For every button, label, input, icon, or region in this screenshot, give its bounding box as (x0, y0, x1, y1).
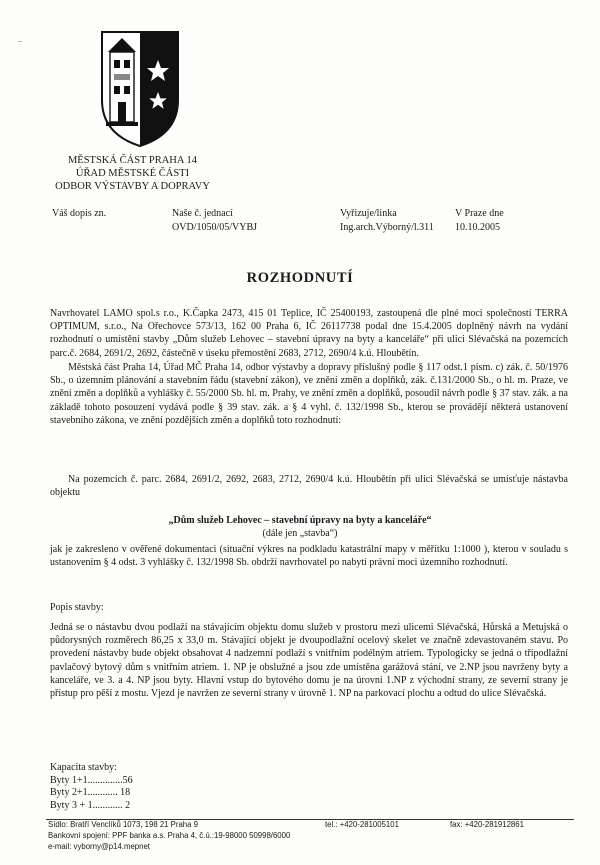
footer-fax: fax: +420-281912861 (450, 820, 524, 829)
footer-phone: tel.: +420-281005101 (325, 820, 399, 829)
margin-mark: – (18, 36, 22, 45)
paragraph-authority: Městská část Praha 14, Úřad MČ Praha 14, odbor výstavby a dopravy příslušný podle § 117 odst.1 písm. c) zák. č. 50/1976 Sb., o územním plánování a stavebním řádu (stavební zákon), ve znění změn a doplňků, zák. č.131/2000 Sb., o hl. m. Praze, ve znění změn a doplňků a vyhlášky č. 55/2000 Sb. hl. m. Prahy, ve znění změn a doplňků, posoudil návrh podle § 37 stav. zák. a na základě tohoto posouzení vydává podle § 39 stav. zák. a § 4 vyhl. č. 132/1998 Sb., kterou se provádějí některá ustanovení stavebního zákona, ve znění pozdějších změn a doplňků toto rozhodnutí: (50, 362, 568, 426)
project-alias: (dále jen „stavba“) (262, 528, 338, 539)
paragraph-description: Jedná se o nástavbu dvou podlaží na stávajícím objektu domu služeb v prostoru mezi ulicemi Slévačská, Hůrská a Metujská o půdorysných rozměrech 86,25 x 33,0 m. Stávající objekt je dvoupodlažní ocelový skelet ve značně zdevastovaném stavu. Po provedení nástavby bude objekt obsahovat 4 nadzemní podlaží s vnitřním podélným atriem. Typologicky se jedná o třípodlažní pavlačový bytový dům s vnitřním atriem. 1. NP je obslužné a jsou zde umístěna garážová stání, ve 2.NP jsou navrženy byty a kanceláře, ve 3. a 4. NP jsou byty. Hlavní vstup do bytového domu je na úrovni 1.NP z východní strany, ze severní strany je přístup pro pěší z mostu. Vjezd je navržen ze severní strany v úrovně 1. NP na parkovací plochu a odtud do ulice Slévačská. (50, 622, 568, 700)
paragraph-applicant: Navrhovatel LAMO spol.s r.o., K.Čapka 2473, 415 01 Teplice, IČ 25400193, zastoupená dle plné moci společností TERRA OPTIMUM, s.r.o., Na Ořechovce 573/13, 162 00 Praha 6, IČ 26117738 podal dne 15.4.2005 doplněný návrh na vydání rozhodnutí o umístění stavby „Dům služeb Lehovec – stavební úpravy na byty a kanceláře“ při ulici Slévačská na pozemcích parc.č. 2684, 2691/2, 2692, částečně v úseku přemostění 2683, 2712, 2690/4 k.ú. Hloubětín. (50, 308, 568, 359)
office-name: ÚŘAD MĚSTSKÉ ČÁSTI (75, 168, 190, 179)
description-heading: Popis stavby: (50, 602, 104, 613)
handler-label: Vyřizuje/linka (340, 208, 397, 219)
district-name: MĚSTSKÁ ČÁST PRAHA 14 (67, 155, 198, 166)
handler-block (340, 207, 434, 235)
capacity-row: Byty 1+1..............56 (50, 774, 133, 786)
date-value: 10.10.2005 (455, 222, 500, 233)
our-ref-value: OVD/1050/05/VYBJ (172, 222, 258, 233)
our-ref-block (172, 207, 257, 235)
capacity-block (50, 762, 133, 812)
capacity-row: Byty 3 + 1............ 2 (50, 799, 131, 811)
our-ref-label: Naše č. jednací (172, 208, 233, 219)
footer-bank: Bankovní spojení: PPF banka a.s. Praha 4, č.ú.:19-98000 50998/6000 (48, 831, 291, 840)
capacity-row: Byty 2+1............ 18 (50, 787, 131, 798)
your-letter-label: Váš dopis zn. (52, 208, 107, 219)
document-title: ROZHODNUTÍ (246, 270, 354, 286)
footer-address: Sídlo: Bratří Venclíků 1073, 198 21 Praha 9 (48, 820, 198, 829)
footer-email: e-mail: vyborny@p14.mepnet (48, 842, 150, 851)
paragraph-documentation: jak je zakresleno v ověřené dokumentaci (situační výkres na podkladu katastrální mapy v měřítku 1:1000 ), kterou v souladu s ustanovením § 4 odst. 3 vyhlášky č. 132/1998 Sb. obdrží navrhovatel po nabytí právní moci územního rozhodnutí. (50, 544, 568, 569)
date-label: V Praze dne (455, 208, 504, 219)
office-header (0, 154, 265, 193)
coat-of-arms-icon (100, 30, 180, 148)
department-name: ODBOR VÝSTAVBY A DOPRAVY (55, 181, 210, 192)
handler-value: Ing.arch.Výborný/l.311 (340, 222, 434, 233)
date-block (455, 207, 504, 235)
paragraph-location: Na pozemcích č. parc. 2684, 2691/2, 2692, 2683, 2712, 2690/4 k.ú. Hloubětín při ulici Slévačská se umísťuje nástavba objektu (50, 474, 568, 499)
capacity-heading: Kapacita stavby: (50, 762, 117, 773)
project-name: „Dům služeb Lehovec – stavební úpravy na byty a kanceláře“ (168, 515, 432, 526)
